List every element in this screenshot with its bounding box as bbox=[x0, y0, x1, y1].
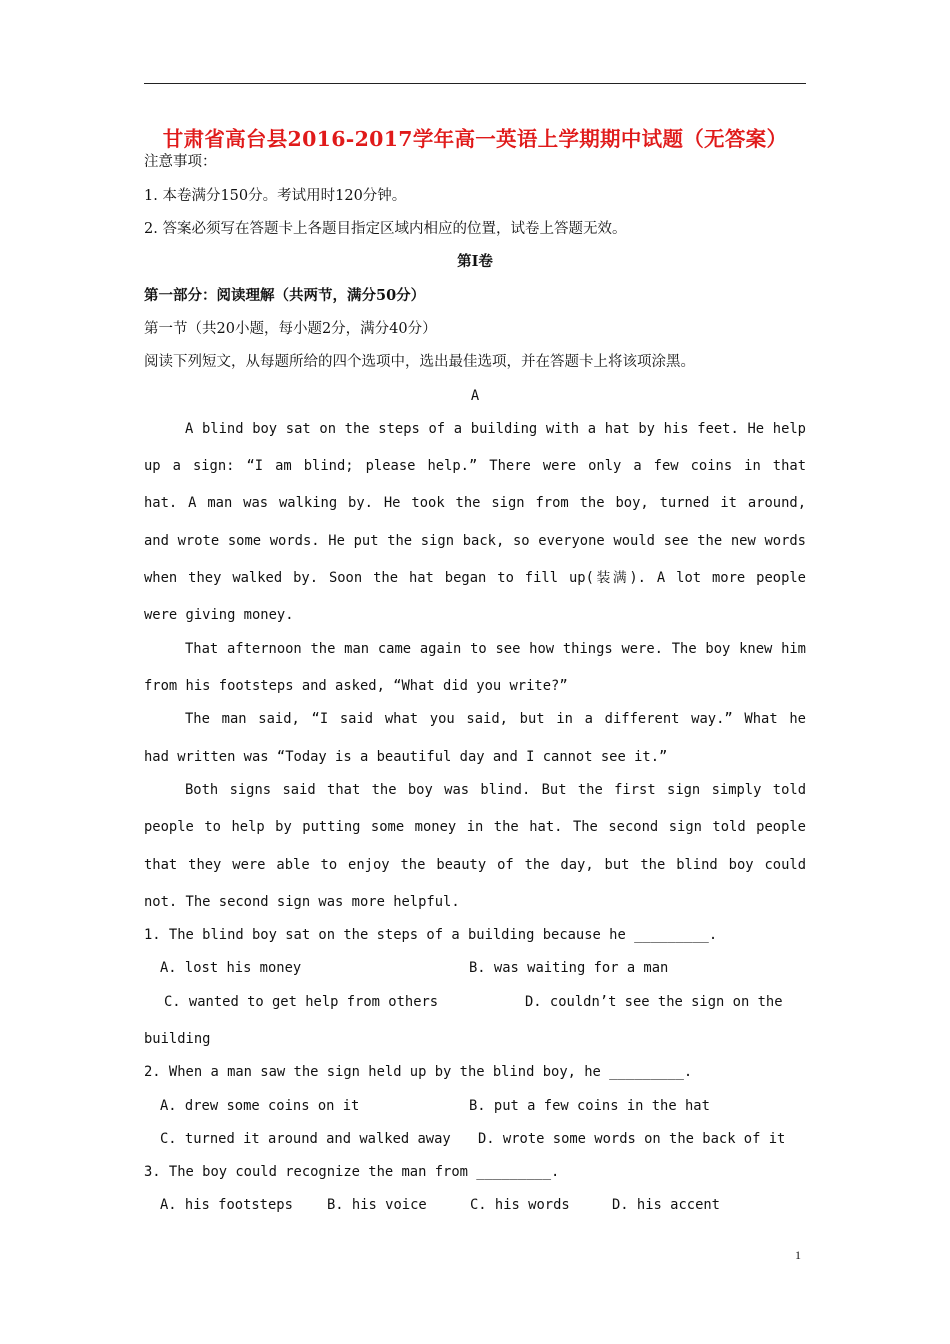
passage-line: people to help by putting some money in the hat. The second sign told people bbox=[144, 819, 806, 835]
question-2-option-b: B. put a few coins in the hat bbox=[469, 1098, 710, 1114]
question-3-option-b: B. his voice bbox=[327, 1197, 427, 1213]
passage-line: up a sign: “I am blind; please help.” There were only a few coins in that bbox=[144, 458, 806, 474]
passage-line: not. The second sign was more helpful. bbox=[144, 894, 460, 910]
note-1: 1. 本卷满分150分。考试用时120分钟。 bbox=[144, 188, 407, 204]
passage-line: A blind boy sat on the steps of a building with a hat by his feet. He help bbox=[185, 421, 806, 437]
passage-line: hat. A man was walking by. He took the sign from the boy, turned it around, bbox=[144, 495, 806, 511]
document-title: 甘肃省高台县2016-2017学年高一英语上学期期中试题（无答案） bbox=[162, 127, 788, 151]
question-3-stem: 3. The boy could recognize the man from _________. bbox=[144, 1164, 560, 1180]
part1-heading: 第一部分：阅读理解（共两节，满分50分） bbox=[144, 287, 426, 304]
question-2-option-a: A. drew some coins on it bbox=[160, 1098, 360, 1114]
section1-heading: 第一节（共20小题，每小题2分，满分40分） bbox=[144, 321, 437, 337]
instructions: 阅读下列短文，从每题所给的四个选项中，选出最佳选项，并在答题卡上将该项涂黑。 bbox=[144, 354, 695, 370]
question-1-option-b: B. was waiting for a man bbox=[469, 960, 669, 976]
passage-line: The man said, “I said what you said, but in a different way.” What he bbox=[185, 711, 806, 727]
passage-line: Both signs said that the boy was blind. But the first sign simply told bbox=[185, 782, 806, 798]
question-1-continuation: building bbox=[144, 1031, 211, 1047]
question-2-stem: 2. When a man saw the sign held up by the blind boy, he _________. bbox=[144, 1064, 693, 1080]
note-2: 2. 答案必须写在答题卡上各题目指定区域内相应的位置，试卷上答题无效。 bbox=[144, 221, 627, 237]
question-2-option-c: C. turned it around and walked away bbox=[160, 1131, 451, 1147]
notes-heading: 注意事项： bbox=[144, 154, 217, 170]
question-1-option-d: D. couldn’t see the sign on the bbox=[525, 994, 783, 1010]
question-1-option-a: A. lost his money bbox=[160, 960, 302, 976]
passage-line: and wrote some words. He put the sign back, so everyone would see the new words bbox=[144, 533, 806, 549]
passage-label: A bbox=[470, 388, 480, 404]
passage-line: from his footsteps and asked, “What did you write?” bbox=[144, 678, 568, 694]
question-3-option-d: D. his accent bbox=[612, 1197, 720, 1213]
header-rule bbox=[144, 83, 806, 84]
question-1-stem: 1. The blind boy sat on the steps of a building because he _________. bbox=[144, 927, 718, 943]
passage-line: That afternoon the man came again to see how things were. The boy knew him bbox=[185, 641, 806, 657]
passage-line: when they walked by. Soon the hat began to fill up(装满). A lot more people bbox=[144, 570, 806, 586]
question-3-option-c: C. his words bbox=[470, 1197, 570, 1213]
question-2-option-d: D. wrote some words on the back of it bbox=[478, 1131, 786, 1147]
passage-line: that they were able to enjoy the beauty of the day, but the blind boy could bbox=[144, 857, 806, 873]
passage-line: had written was “Today is a beautiful day and I cannot see it.” bbox=[144, 749, 668, 765]
question-1-option-c: C. wanted to get help from others bbox=[164, 994, 439, 1010]
page-number: 1 bbox=[795, 1248, 801, 1262]
passage-line: were giving money. bbox=[144, 607, 294, 623]
volume-heading: 第Ⅰ卷 bbox=[457, 253, 493, 270]
question-3-option-a: A. his footsteps bbox=[160, 1197, 293, 1213]
